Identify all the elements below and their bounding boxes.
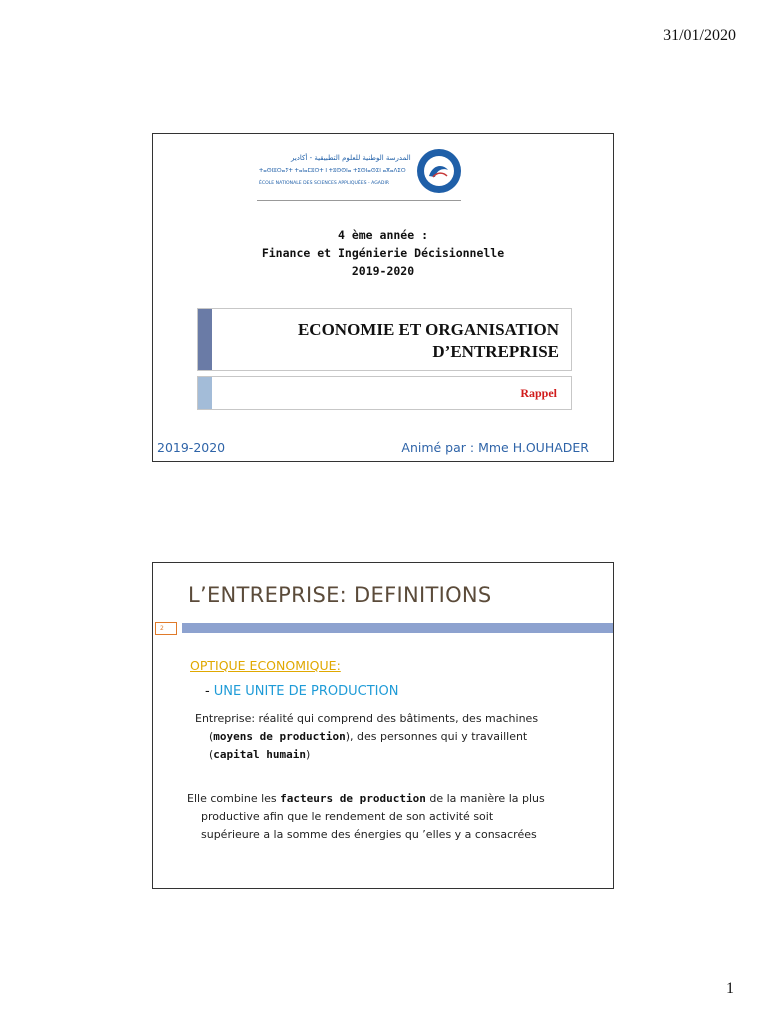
bullet-text: UNE UNITE DE PRODUCTION — [213, 684, 399, 699]
presentation-title — [298, 319, 559, 363]
subtitle-box — [197, 376, 572, 410]
slide-1 — [152, 133, 614, 462]
logo-french-text: ÉCOLE NATIONALE DES SCIENCES APPLIQUÉES - AGADIR — [259, 181, 389, 186]
logo-arabic-text: المدرسة الوطنية للعلوم التطبيقية - أكادير — [291, 154, 411, 162]
course-academic-year: 2019-2020 — [351, 264, 415, 278]
para1-bold-term-1: moyens de production — [213, 730, 346, 743]
course-header — [153, 226, 613, 280]
para2-text-2: de la manière la plus — [425, 792, 545, 805]
title-underline-bar — [182, 623, 613, 633]
para1-open-paren: ( — [209, 730, 214, 743]
para1-close-paren: ) — [306, 748, 311, 761]
title-box — [197, 308, 572, 371]
bullet-dash: - — [205, 684, 210, 699]
para1-bold-term-2: capital humain — [213, 748, 307, 761]
para1-text-1: Entreprise: réalité qui comprend des bâtiments, des machines — [195, 712, 539, 725]
slide-footer-year: 2019-2020 — [157, 440, 226, 455]
para2-line-3: supérieure a la somme des énergies qu ’elles y a consacrées — [201, 828, 537, 841]
logo-divider — [257, 200, 461, 201]
slide-2 — [152, 562, 614, 889]
para1-line-2 — [195, 728, 605, 746]
para2-text-1: Elle combine les — [187, 792, 281, 805]
title-line-1: ECONOMIE ET ORGANISATION — [297, 320, 559, 339]
para2-line-1 — [187, 792, 545, 805]
logo-tifinagh-text: ⵜⴰⵙⵏⵓⵔⴰⵢⵜ ⵜⴰⵏⴰⵎⵓⵔⵜ ⵏ ⵜⵓⵙⵙⵏⴰ ⵜⵉⵙⵏⴰⵙⵉⵏ ⴰⴳⴰⴷⵉⵔ — [259, 168, 406, 174]
paragraph-combination — [187, 790, 605, 844]
page-number: 1 — [726, 980, 734, 997]
para1-text-3: ), des personnes qui y travaillent — [345, 730, 528, 743]
university-seal-icon — [417, 149, 461, 193]
para2-bold-term: facteurs de production — [280, 792, 426, 805]
course-year: 4 ème année : — [337, 228, 428, 242]
title-line-2: D’ENTREPRISE — [432, 342, 559, 361]
section-heading: OPTIQUE ECONOMIQUE: — [190, 658, 341, 673]
title-accent-bar — [198, 309, 212, 370]
slide-number: 2 — [155, 622, 177, 635]
school-logo — [257, 146, 463, 196]
slide-footer-author: Animé par : Mme H.OUHADER — [401, 440, 589, 455]
subtitle-accent-bar — [198, 377, 212, 409]
page-date: 31/01/2020 — [663, 27, 736, 44]
presentation-subtitle: Rappel — [520, 386, 557, 400]
para2-line-2: productive afin que le rendement de son activité soit — [201, 810, 494, 823]
definition-bullet — [205, 684, 398, 699]
slide-title: L’ENTREPRISE: DEFINITIONS — [188, 583, 492, 607]
paragraph-definition — [195, 710, 605, 764]
para1-open-paren-2: ( — [209, 748, 214, 761]
para1-line-3 — [195, 746, 605, 764]
course-program: Finance et Ingénierie Décisionnelle — [261, 246, 505, 260]
